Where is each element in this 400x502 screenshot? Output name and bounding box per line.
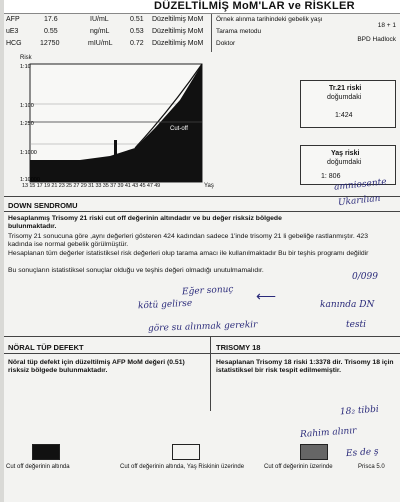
tr21-value: 1:424 xyxy=(335,112,353,119)
lab-method: Düzeltilmiş MoM xyxy=(152,28,204,35)
legend-label-above: Cut off değerinin üzerinde xyxy=(264,464,333,470)
lab-row-hcg xyxy=(4,38,212,50)
y-tick-label: 1:250 xyxy=(20,121,34,127)
lab-unit: IU/mL xyxy=(90,16,109,23)
footer-software: Prisca 5.0 xyxy=(358,464,385,470)
lab-name: HCG xyxy=(6,40,22,47)
lab-name: AFP xyxy=(6,16,20,23)
lab-values-table xyxy=(4,14,212,52)
arrow-icon: ⟵ xyxy=(256,288,277,304)
bottom-sections xyxy=(4,336,400,410)
tri18-title: TRISOMY 18 xyxy=(216,343,261,352)
y-tick-label: 1:10000 xyxy=(20,177,40,183)
x-tick-labels: 13 15 17 19 21 23 25 27 29 31 33 35 37 39 41 43 45 47 49 xyxy=(22,183,161,189)
handwritten-note: Rahim alınır xyxy=(299,426,357,440)
age-risk-subtitle: doğumdaki xyxy=(327,159,362,166)
legend-swatch-mid xyxy=(172,444,200,460)
tr21-risk-box xyxy=(300,80,396,128)
patient-marker xyxy=(114,140,117,160)
lab-mom: 0.53 xyxy=(130,28,144,35)
y-tick-label: 1:1000 xyxy=(20,150,37,156)
handwritten-note: amniosente xyxy=(333,177,388,193)
lab-name: uE3 xyxy=(6,28,19,35)
lab-mom: 0.51 xyxy=(130,16,144,23)
lab-row-afp xyxy=(4,14,212,26)
method-value: BPD Hadlock xyxy=(357,36,396,43)
sample-age-value: 18 + 1 xyxy=(377,22,396,29)
handwritten-note: kötü gelirse xyxy=(137,298,193,312)
ntd-title: NÖRAL TÜP DEFEKT xyxy=(8,343,84,352)
risk-axis-label: Risk xyxy=(20,55,32,61)
report-header xyxy=(4,0,400,14)
legend-swatch-above xyxy=(300,444,328,460)
down-paragraph-1: Trisomy 21 sonucuna göre ,aynı değerleri gösteren 424 kadından sadece 1'inde trisomy 21 li gebeliğe rastlanmıştır. 423 kadında ise normal gebelik görülmüştür. xyxy=(8,233,368,249)
lab-row-ue3 xyxy=(4,26,212,38)
lab-unit: ng/mL xyxy=(90,28,110,35)
exam-info xyxy=(214,14,400,52)
y-tick-label: 1:10 xyxy=(20,64,31,70)
legend-label-mid: Cut off değerinin altında, Yaş Riskinin üzerinde xyxy=(120,464,245,470)
down-conclusion: Hesaplanmış Trisomy 21 riski cut off değerinin altındadır ve bu değer risksiz bölgede bulunmaktadır. xyxy=(8,215,282,231)
handwritten-note: Eğer sonuç xyxy=(181,284,234,298)
tr21-subtitle: doğumdaki xyxy=(327,94,362,101)
age-risk-title: Yaş riski xyxy=(331,150,360,157)
y-tick-label: 1:100 xyxy=(20,103,34,109)
handwritten-note: Ukarılıan xyxy=(337,193,381,209)
cutoff-label: Cut-off xyxy=(170,126,188,132)
handwritten-note: Es de ş xyxy=(345,446,379,460)
lab-method: Düzeltilmiş MoM xyxy=(152,16,204,23)
ntd-text: Nöral tüp defekt için düzeltilmiş AFP MoM değeri (0.51) risksiz bölgede bulunmaktadır. xyxy=(8,359,185,375)
lab-mom: 0.72 xyxy=(130,40,144,47)
down-paragraph-2: Hesaplanan tüm değerler istatistiksel risk değerleri olup tarama amacı ile kullanılmaktadır Bu bir teşhis programı değildir xyxy=(8,250,369,257)
lab-value: 17.6 xyxy=(44,16,58,23)
legend-swatch-below xyxy=(32,444,60,460)
sample-age-label: Örnek alınma tarihindeki gebelik yaşı xyxy=(216,16,323,23)
report-page xyxy=(4,0,400,502)
tr21-title: Tr.21 riski xyxy=(329,85,362,92)
lab-method: Düzeltilmiş MoM xyxy=(152,40,204,47)
lab-unit: mIU/mL xyxy=(88,40,113,47)
report-title: DÜZELTİLMİŞ MoM'LAR ve RİSKLER xyxy=(154,0,355,12)
lab-value: 12750 xyxy=(40,40,60,47)
risk-chart-svg xyxy=(20,60,206,190)
risk-chart xyxy=(20,60,206,190)
down-paragraph-3: Bu sonuçların istatistiksel sonuçlar olduğu ve teşhis değeri olmadığı unutulmamalıdır. xyxy=(8,267,264,274)
method-label: Tarama metodu xyxy=(216,28,262,35)
handwritten-note: testi xyxy=(346,320,367,330)
doctor-label: Doktor xyxy=(216,40,236,47)
handwritten-note: kanında DN xyxy=(320,300,375,310)
handwritten-note: 18₂ tibbi xyxy=(339,404,380,418)
handwritten-note: göre su alınmak gerekir xyxy=(147,320,258,334)
tri18-text: Hesaplanan Trisomy 18 riski 1:3378 dir. Trisomy 18 için istatistiksel bir risk tespit edilmemiştir. xyxy=(216,359,394,375)
x-axis-unit: Yaş xyxy=(204,183,214,189)
down-title: DOWN SENDROMU xyxy=(8,201,78,210)
legend-label-below: Cut off değerinin altında xyxy=(6,464,70,470)
lab-value: 0.55 xyxy=(44,28,58,35)
age-risk-value: 1: 806 xyxy=(321,173,341,180)
handwritten-note: 0/099 xyxy=(352,272,378,282)
